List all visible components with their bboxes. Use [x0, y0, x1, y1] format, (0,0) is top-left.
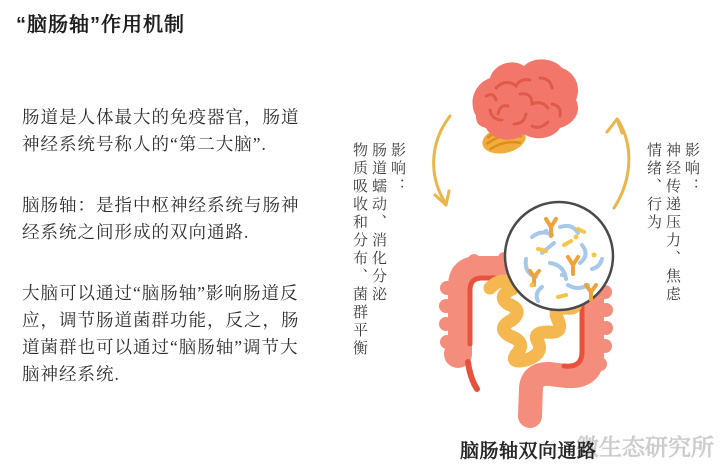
- brain-icon: [462, 54, 586, 156]
- gut-effects-heading: 影响：: [389, 142, 406, 196]
- brain-effects-heading: 影响：: [683, 142, 700, 196]
- page-title: “脑肠轴”作用机制: [16, 14, 185, 36]
- brain-effects-line-1: 神经传递压力、焦虑: [664, 142, 681, 304]
- brain-effects-label: [644, 142, 701, 334]
- intro-paragraph-3: 大脑可以通过“脑肠轴”影响肠道反应，调节肠道菌群功能，反之，肠道菌群也可以通过“脑肠轴”调节大脑神经系统.: [22, 283, 300, 384]
- gut-bacteria-magnifier-icon: [502, 199, 616, 313]
- intro-paragraph-2: 脑肠轴：是指中枢神经系统与肠神经系统之间形成的双向通路.: [22, 195, 300, 242]
- gut-effects-line-1: 肠道蠕动、消化分泌: [370, 142, 387, 304]
- cycle-arrow-down-icon: [424, 112, 468, 216]
- watermark-text: 微生态研究所: [576, 435, 714, 460]
- gut-effects-label: [350, 142, 407, 374]
- diagram-caption: 脑肠轴双向通路: [460, 441, 597, 462]
- brain-effects-line-2: 情绪、行为: [645, 142, 662, 232]
- intro-paragraph-1: 肠道是人体最大的免疫器官，肠道神经系统号称人的“第二大脑”.: [22, 107, 300, 154]
- intro-text-block: [22, 104, 310, 422]
- gut-effects-line-2: 物质吸收和分布、菌群平衡: [351, 142, 368, 358]
